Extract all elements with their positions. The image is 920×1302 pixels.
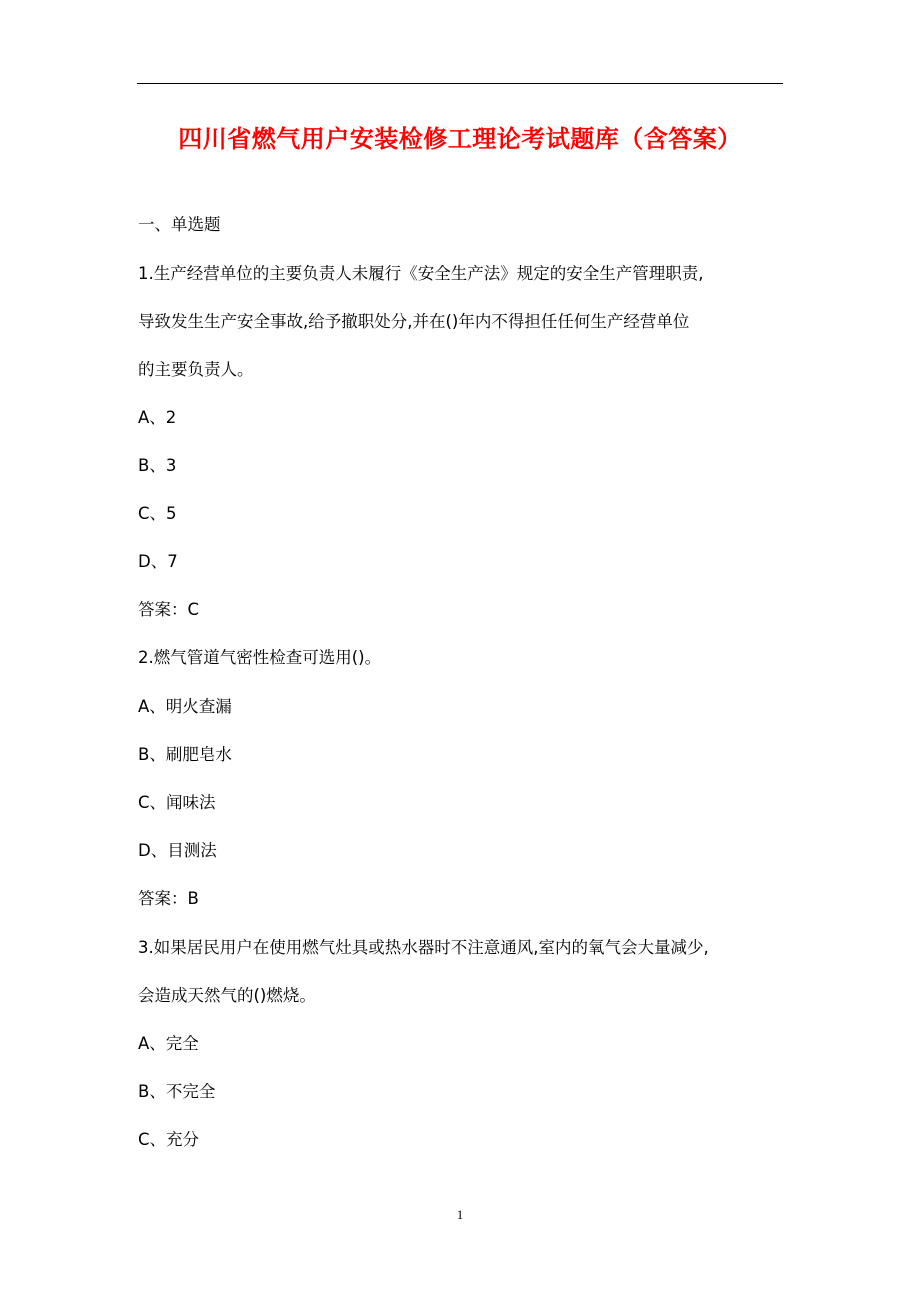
page-number: 1 — [456, 1207, 464, 1222]
option-c: C、充分 — [138, 1130, 200, 1149]
header-rule — [137, 83, 783, 84]
question-stem-line: 1.生产经营单位的主要负责人未履行《安全生产法》规定的安全生产管理职责, — [138, 264, 704, 283]
option-a: A、完全 — [138, 1034, 199, 1053]
option-b: B、3 — [138, 456, 177, 475]
option-a: A、2 — [138, 408, 177, 427]
question-stem-line: 3.如果居民用户在使用燃气灶具或热水器时不注意通风,室内的氧气会大量减少, — [138, 938, 709, 957]
option-d: D、7 — [138, 552, 178, 571]
question-stem-line: 2.燃气管道气密性检查可选用()。 — [138, 648, 382, 667]
option-c: C、闻味法 — [138, 793, 216, 812]
option-b: B、不完全 — [138, 1082, 216, 1101]
option-b: B、刷肥皂水 — [138, 745, 232, 764]
question-stem-line: 会造成天然气的()燃烧。 — [138, 986, 316, 1005]
answer: 答案：C — [138, 600, 200, 619]
answer: 答案：B — [138, 889, 199, 908]
question-stem-line: 的主要负责人。 — [138, 360, 254, 379]
question-stem-line: 导致发生生产安全事故,给予撤职处分,并在()年内不得担任任何生产经营单位 — [138, 312, 690, 331]
option-d: D、目测法 — [138, 841, 217, 860]
document-title: 四川省燃气用户安装检修工理论考试题库（含答案） — [178, 125, 742, 153]
section-heading: 一、单选题 — [138, 215, 221, 234]
option-c: C、5 — [138, 504, 177, 523]
option-a: A、明火查漏 — [138, 697, 232, 716]
